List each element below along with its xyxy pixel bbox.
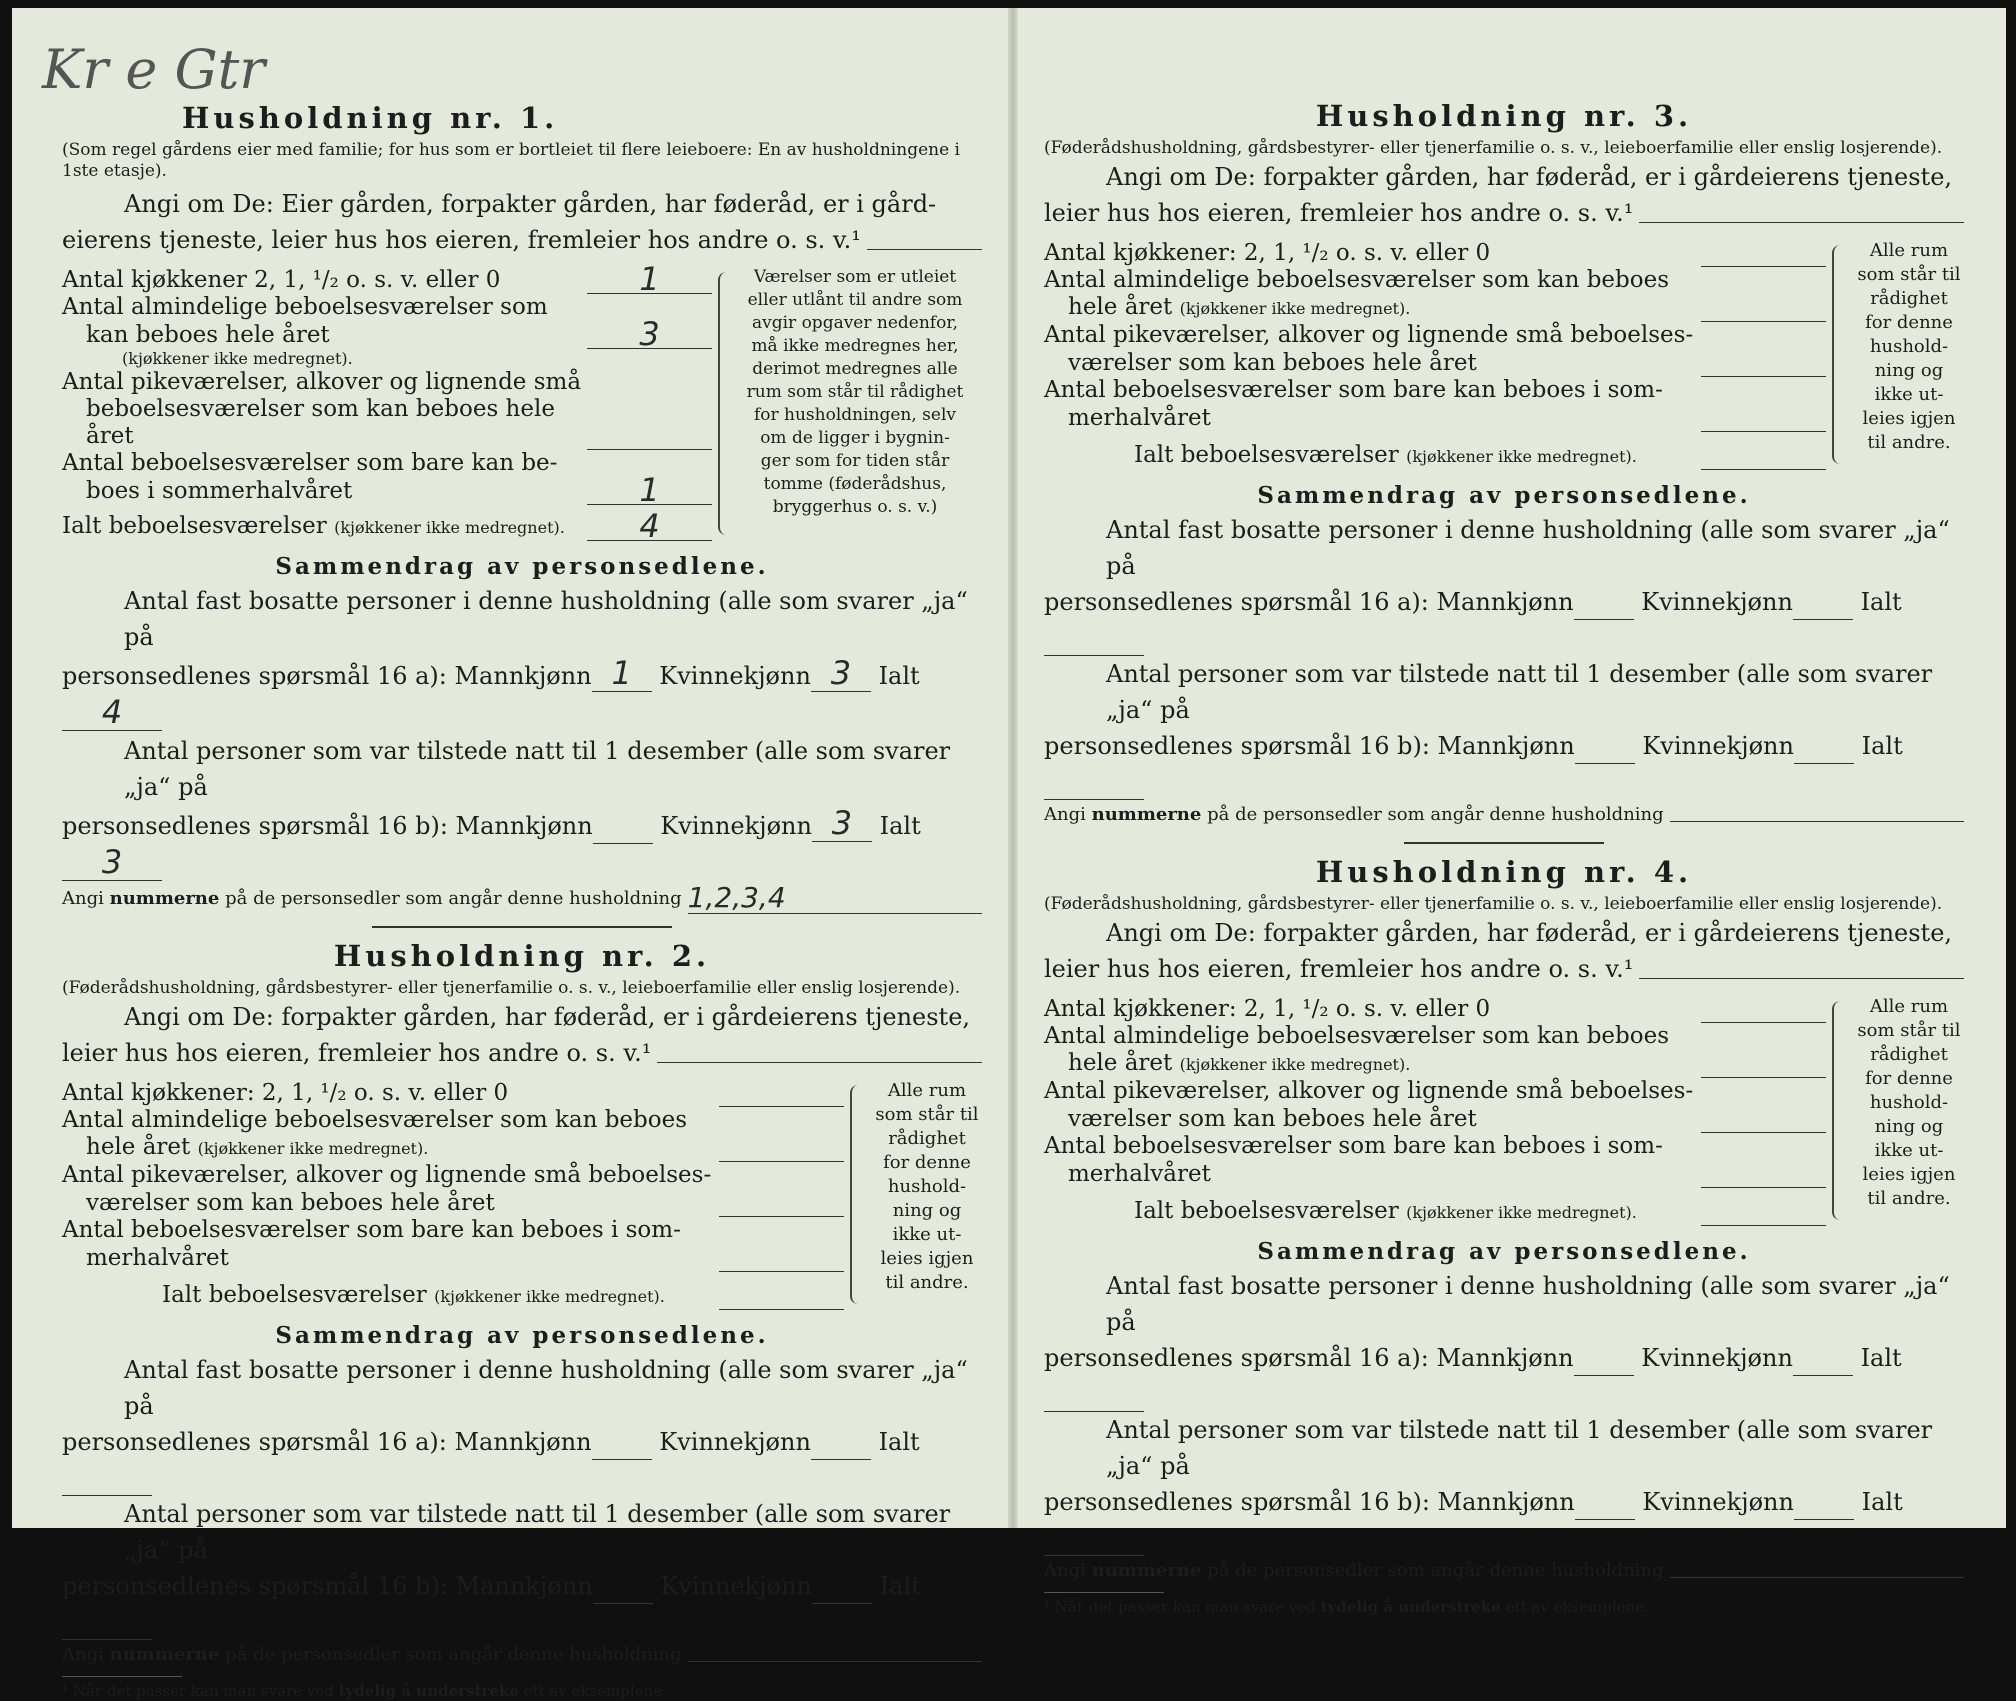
- h4-b-ialt-value: [1044, 1527, 1144, 1556]
- h1-side-0: Værelser som er utleiet: [753, 267, 957, 287]
- h2-sum-a-line2: [62, 1424, 982, 1496]
- h3-side-note: [1854, 239, 1964, 470]
- h4-nummer-line: [1044, 1556, 1964, 1586]
- h1-a-ialt-label: Ialt: [878, 662, 920, 690]
- h4-pike-value: [1701, 1105, 1826, 1133]
- household-2-angi-fill: [657, 1061, 982, 1063]
- h2-pike-label1: Antal pikeværelser, alkover og lignende små beboelses-: [62, 1162, 712, 1188]
- h2-a-ialt-label: Ialt: [878, 1428, 920, 1456]
- household-1-rooms: [62, 260, 982, 545]
- h4-sum-b-line1: Antal personer som var tilstede natt til 1 desember (alle som svarer „ja“ på: [1106, 1416, 1933, 1480]
- household-3-rooms: [1044, 239, 1964, 470]
- h3-pike-value: [1701, 349, 1826, 377]
- h2-a-kvinne-label: Kvinnekjønn: [659, 1428, 811, 1456]
- h2-alm-line2: [62, 1134, 844, 1162]
- h1-side-4: derimot medregnes alle: [752, 359, 958, 379]
- h1-b-kvinne-value: 3: [812, 805, 872, 842]
- household-3-rooms-list: [1044, 239, 1826, 470]
- h4-somm-line2: [1044, 1160, 1826, 1188]
- h2-summary-title: Sammendrag av personsedlene.: [275, 1322, 769, 1349]
- h3-side-7: leies igjen: [1862, 408, 1956, 429]
- h1-pike-line1: [62, 369, 712, 396]
- h1-alm-line2: [62, 315, 712, 353]
- h3-a-kvinne-label: Kvinnekjønn: [1641, 588, 1793, 616]
- h4-sum-a-line2: [1044, 1340, 1964, 1412]
- h3-side-5: ning og: [1874, 360, 1944, 381]
- h4-alm-value: [1701, 1050, 1826, 1078]
- household-3-note: (Føderådshusholdning, gårdsbestyrer- eller tjenerfamilie o. s. v., leieboerfamilie eller enslig losjerende).: [1044, 138, 1943, 158]
- h3-a-ialt-value: [1044, 627, 1144, 656]
- h1-ialt-label: [62, 513, 587, 541]
- h2-pike-line2: [62, 1189, 844, 1217]
- h1-ialt-line: [62, 507, 712, 545]
- h4-side-5: ning og: [1874, 1116, 1944, 1137]
- h3-ialt-text: Ialt beboelsesværelser: [1134, 442, 1399, 468]
- household-4-title: Husholdning nr. 4.: [1315, 855, 1693, 889]
- h1-separator: [372, 926, 672, 928]
- h4-pike-line2: [1044, 1105, 1826, 1133]
- h1-nummer-angi: Angi: [62, 888, 104, 909]
- h3-ialt-label: [1044, 442, 1701, 470]
- h4-a-ialt-value: [1044, 1383, 1144, 1412]
- h2-somm-label2: merhalvåret: [86, 1245, 229, 1271]
- h4-alm-label1: Antal almindelige beboelsesværelser som kan beboes: [1044, 1023, 1670, 1049]
- h1-pike-label1: Antal pikeværelser, alkover og lignende små: [62, 369, 582, 395]
- h4-pike-line1: [1044, 1078, 1826, 1105]
- h2-alm-label1: Antal almindelige beboelsesværelser som kan beboes: [62, 1107, 688, 1133]
- h1-side-7: om de ligger i bygnin-: [760, 428, 950, 448]
- h4-side-6: ikke ut-: [1874, 1140, 1944, 1161]
- h4-b-ialt-label: Ialt: [1861, 1488, 1903, 1516]
- h2-ialt-label: [62, 1282, 719, 1310]
- h2-nummer-label: [62, 1640, 682, 1670]
- h2-nummer-rest: på de personsedler som angår denne husholdning: [225, 1644, 682, 1665]
- h1-pike-label2: beboelsesværelser som kan beboes hele året: [86, 396, 555, 449]
- left-page: [62, 8, 982, 1700]
- h1-alm-label2: kan beboes hele året: [86, 322, 330, 348]
- corner-handwritten-note: Kr e Gtr: [42, 38, 266, 101]
- h3-b-ialt-label: Ialt: [1861, 732, 1903, 760]
- h2-sum-b-label: personsedlenes spørsmål 16 b):: [62, 1572, 448, 1600]
- h1-alm-line1: [62, 294, 712, 321]
- h4-b-mann-value: [1575, 1491, 1635, 1520]
- h3-pike-line1: [1044, 322, 1826, 349]
- h3-side-8: til andre.: [1867, 432, 1951, 453]
- h2-side-7: leies igjen: [880, 1248, 974, 1269]
- h1-side-5: rum som står til rådighet: [746, 382, 964, 402]
- h3-kjokken-line: [1044, 239, 1826, 267]
- h4-sum-a-line1: Antal fast bosatte personer i denne husholdning (alle som svarer „ja“ på: [1106, 1272, 1950, 1336]
- h3-alm-label2: [1044, 294, 1701, 322]
- h2-b-kvinne-label: Kvinnekjønn: [660, 1572, 812, 1600]
- h1-somm-line1: [62, 450, 712, 477]
- household-3-angi-fill: [1639, 221, 1964, 223]
- h3-pike-label2: værelser som kan beboes hele året: [1068, 350, 1477, 376]
- h3-sum-b-label: personsedlenes spørsmål 16 b):: [1044, 732, 1430, 760]
- household-1-angi-line2-text: eierens tjeneste, leier hus hos eieren, fremleier hos andre o. s. v.¹: [62, 226, 861, 254]
- household-4-note: (Føderådshusholdning, gårdsbestyrer- eller tjenerfamilie o. s. v., leieboerfamilie eller enslig losjerende).: [1044, 894, 1943, 914]
- household-3-angi-line2-text: leier hus hos eieren, fremleier hos andre o. s. v.¹: [1044, 199, 1634, 227]
- h3-nummer-label: [1044, 800, 1664, 830]
- household-2-angi-line2-text: leier hus hos eieren, fremleier hos andre o. s. v.¹: [62, 1039, 652, 1067]
- h3-brace: [1832, 245, 1848, 464]
- h3-alm-small: (kjøkkener ikke medregnet).: [1179, 299, 1411, 318]
- h2-a-kvinne-value: [811, 1431, 871, 1460]
- h2-somm-line2: [62, 1244, 844, 1272]
- h1-sum-a-line1: Antal fast bosatte personer i denne husholdning (alle som svarer „ja“ på: [124, 587, 968, 651]
- h4-alm-small: (kjøkkener ikke medregnet).: [1179, 1055, 1411, 1074]
- left-footnote-text1: Når det passer kan man svare ved: [72, 1682, 334, 1700]
- h2-somm-line1: [62, 1217, 844, 1244]
- h3-side-3: for denne: [1865, 312, 1953, 333]
- h1-ialt-small: (kjøkkener ikke medregnet).: [334, 518, 565, 537]
- h4-b-kvinne-label: Kvinnekjønn: [1642, 1488, 1794, 1516]
- h3-a-kvinne-value: [1793, 591, 1853, 620]
- h2-brace: [850, 1085, 866, 1304]
- household-1-angi-line1: Angi om De: Eier gården, forpakter gården, har føderåd, er i gård-: [124, 190, 937, 218]
- h2-side-6: ikke ut-: [892, 1224, 962, 1245]
- h4-nummer-angi: Angi: [1044, 1560, 1086, 1581]
- h3-pike-line2: [1044, 349, 1826, 377]
- h4-nummer-bold: nummerne: [1091, 1560, 1202, 1581]
- h2-a-ialt-value: [62, 1467, 152, 1496]
- h4-somm-line1: [1044, 1133, 1826, 1160]
- h4-alm-label2: [1044, 1050, 1701, 1078]
- h3-alm-value: [1701, 294, 1826, 322]
- h2-a-mann-label: Mannkjønn: [454, 1428, 592, 1456]
- h4-nummer-rest: på de personsedler som angår denne husholdning: [1207, 1560, 1664, 1581]
- h1-b-mann-value: [593, 813, 653, 844]
- h2-alm-label2-text: hele året: [86, 1134, 191, 1160]
- h3-nummer-bold: nummerne: [1091, 804, 1202, 825]
- h2-pike-line1: [62, 1162, 844, 1189]
- h3-alm-label1: Antal almindelige beboelsesværelser som kan beboes: [1044, 267, 1670, 293]
- h2-somm-label1: Antal beboelsesværelser som bare kan beboes i som-: [62, 1217, 681, 1243]
- household-2-rooms: [62, 1079, 982, 1310]
- h1-b-ialt-value: 3: [62, 844, 162, 881]
- right-page: [1044, 8, 1964, 1616]
- household-1-section: [62, 96, 982, 928]
- h4-somm-value: [1701, 1160, 1826, 1188]
- h2-b-ialt-label: Ialt: [879, 1572, 921, 1600]
- h2-b-mann-value: [593, 1575, 653, 1604]
- h1-kjokken-label: Antal kjøkkener 2, 1, ¹/₂ o. s. v. eller 0: [62, 267, 501, 293]
- h1-a-kvinne-value: 3: [811, 655, 871, 692]
- h1-side-note: [740, 266, 970, 541]
- h3-side-1: som står til: [1857, 264, 1961, 285]
- h2-kjokken-label: Antal kjøkkener: 2, 1, ¹/₂ o. s. v. eller 0: [62, 1080, 509, 1106]
- h4-ialt-label: [1044, 1198, 1701, 1226]
- h2-nummer-fill: [688, 1660, 982, 1662]
- h4-somm-label1: Antal beboelsesværelser som bare kan beboes i som-: [1044, 1133, 1663, 1159]
- h4-side-2: rådighet: [1870, 1044, 1948, 1065]
- right-footnote-bold: tydelig å understreke: [1320, 1598, 1501, 1616]
- h4-ialt-line: [1044, 1198, 1826, 1226]
- h4-alm-line2: [1044, 1050, 1826, 1078]
- household-1-angi-fill: [867, 248, 982, 250]
- household-2-rooms-list: [62, 1079, 844, 1310]
- left-footnote-num: ¹: [62, 1682, 69, 1700]
- h4-side-note: [1854, 995, 1964, 1226]
- h3-b-mann-label: Mannkjønn: [1437, 732, 1575, 760]
- h2-side-2: rådighet: [888, 1128, 966, 1149]
- h4-nummer-fill: [1670, 1576, 1964, 1578]
- h3-somm-value: [1701, 404, 1826, 432]
- h1-b-ialt-label: Ialt: [879, 812, 921, 840]
- h3-separator: [1404, 842, 1604, 844]
- h4-a-ialt-label: Ialt: [1860, 1344, 1902, 1372]
- household-4-section: [1044, 850, 1964, 1617]
- household-1-angi-line2: [62, 222, 982, 258]
- h3-side-0: Alle rum: [1869, 240, 1949, 261]
- h2-ialt-text: Ialt beboelsesværelser: [162, 1282, 427, 1308]
- h2-side-note: [872, 1079, 982, 1310]
- h1-b-kvinne-label: Kvinnekjønn: [660, 812, 812, 840]
- household-2-angi-line1: Angi om De: forpakter gården, har føderåd, er i gårdeierens tjeneste,: [124, 1003, 971, 1031]
- h1-alm-label1: Antal almindelige beboelsesværelser som: [62, 294, 548, 320]
- h1-side-9: tomme (føderådshus,: [763, 474, 947, 494]
- h3-a-mann-label: Mannkjønn: [1436, 588, 1574, 616]
- left-footnote-text3: ett av eksemplene.: [523, 1682, 667, 1700]
- h1-somm-label2: boes i sommerhalvåret: [86, 478, 353, 504]
- h3-a-ialt-label: Ialt: [1860, 588, 1902, 616]
- h1-side-8: ger som for tiden står: [760, 451, 950, 471]
- h1-nummer-bold: nummerne: [109, 888, 220, 909]
- h3-sum-a-line2: [1044, 584, 1964, 656]
- h3-sum-a-line1: Antal fast bosatte personer i denne husholdning (alle som svarer „ja“ på: [1106, 516, 1950, 580]
- h2-side-5: ning og: [892, 1200, 962, 1221]
- right-footnote-text1: Når det passer kan man svare ved: [1054, 1598, 1316, 1616]
- household-2-angi-line2: [62, 1035, 982, 1071]
- h2-side-4: hushold-: [887, 1176, 967, 1197]
- h4-side-0: Alle rum: [1869, 996, 1949, 1017]
- h2-ialt-line: [62, 1282, 844, 1310]
- h3-nummer-rest: på de personsedler som angår denne husholdning: [1207, 804, 1664, 825]
- h3-side-2: rådighet: [1870, 288, 1948, 309]
- h3-b-mann-value: [1575, 735, 1635, 764]
- h4-a-mann-label: Mannkjønn: [1436, 1344, 1574, 1372]
- household-1-rooms-list: [62, 260, 712, 545]
- h2-nummer-bold: nummerne: [109, 1644, 220, 1665]
- h4-ialt-small: (kjøkkener ikke medregnet).: [1406, 1203, 1637, 1222]
- h1-pike-line2: [62, 396, 712, 450]
- h4-side-1: som står til: [1857, 1020, 1961, 1041]
- h4-sum-b-line2: [1044, 1484, 1964, 1556]
- household-3-section: [1044, 94, 1964, 844]
- household-1-title: Husholdning nr. 1.: [182, 101, 559, 135]
- h2-b-kvinne-value: [812, 1575, 872, 1604]
- h3-sum-b-line2: [1044, 728, 1964, 800]
- h3-b-kvinne-label: Kvinnekjønn: [1642, 732, 1794, 760]
- h3-alm-label2-text: hele året: [1068, 294, 1173, 320]
- household-1-note: (Som regel gårdens eier med familie; for hus som er bortleiet til flere leieboere: En av husholdningene i 1ste etasje).: [62, 140, 960, 181]
- h2-somm-value: [719, 1244, 844, 1272]
- h3-kjokken-label: Antal kjøkkener: 2, 1, ¹/₂ o. s. v. eller 0: [1044, 240, 1491, 266]
- h3-nummer-fill: [1670, 820, 1964, 822]
- h3-sum-a-label: personsedlenes spørsmål 16 a):: [1044, 588, 1429, 616]
- h1-kjokken-value: 1: [587, 266, 712, 294]
- h3-a-mann-value: [1574, 591, 1634, 620]
- h4-a-kvinne-value: [1793, 1347, 1853, 1376]
- h4-pike-label2: værelser som kan beboes hele året: [1068, 1106, 1477, 1132]
- h4-alm-label2-text: hele året: [1068, 1050, 1173, 1076]
- h2-ialt-small: (kjøkkener ikke medregnet).: [434, 1287, 665, 1306]
- h1-side-3: må ikke medregnes her,: [751, 336, 959, 356]
- h2-sum-a-line1: Antal fast bosatte personer i denne husholdning (alle som svarer „ja“ på: [124, 1356, 968, 1420]
- h1-ialt-value: 4: [587, 513, 712, 541]
- h4-b-mann-label: Mannkjønn: [1437, 1488, 1575, 1516]
- h4-kjokken-value: [1701, 995, 1826, 1023]
- h3-ialt-value: [1701, 442, 1826, 470]
- h1-a-ialt-value: 4: [62, 694, 162, 731]
- page-fold: [1008, 8, 1018, 1528]
- h3-nummer-angi: Angi: [1044, 804, 1086, 825]
- h1-b-mann-label: Mannkjønn: [455, 812, 593, 840]
- h2-side-8: til andre.: [885, 1272, 969, 1293]
- h2-sum-b-line1: Antal personer som var tilstede natt til 1 desember (alle som svarer „ja“ på: [124, 1500, 951, 1564]
- h3-sum-b-line1: Antal personer som var tilstede natt til 1 desember (alle som svarer „ja“ på: [1106, 660, 1933, 724]
- h4-sum-a-label: personsedlenes spørsmål 16 a):: [1044, 1344, 1429, 1372]
- h2-pike-value: [719, 1189, 844, 1217]
- h4-a-kvinne-label: Kvinnekjønn: [1641, 1344, 1793, 1372]
- household-2-title: Husholdning nr. 2.: [333, 939, 711, 973]
- h2-kjokken-line: [62, 1079, 844, 1107]
- h3-ialt-line: [1044, 442, 1826, 470]
- h2-pike-label2: værelser som kan beboes hele året: [86, 1190, 495, 1216]
- h3-summary-title: Sammendrag av personsedlene.: [1257, 482, 1751, 509]
- h4-pike-label1: Antal pikeværelser, alkover og lignende små beboelses-: [1044, 1078, 1694, 1104]
- h4-ialt-value: [1701, 1198, 1826, 1226]
- h1-sum-a-line2: [62, 655, 982, 733]
- h1-side-2: avgir opgaver nedenfor,: [751, 313, 958, 333]
- h3-nummer-line: [1044, 800, 1964, 830]
- h1-somm-label1: Antal beboelsesværelser som bare kan be-: [62, 450, 558, 476]
- household-2-note: (Føderådshusholdning, gårdsbestyrer- eller tjenerfamilie o. s. v., leieboerfamilie eller enslig losjerende).: [62, 978, 961, 998]
- h3-alm-line2: [1044, 294, 1826, 322]
- right-footnote-text3: ett av eksemplene.: [1505, 1598, 1649, 1616]
- h4-side-4: hushold-: [1869, 1092, 1949, 1113]
- h4-sum-b-label: personsedlenes spørsmål 16 b):: [1044, 1488, 1430, 1516]
- h4-alm-line1: [1044, 1023, 1826, 1050]
- h1-alm-small: (kjøkkener ikke medregnet).: [122, 349, 353, 368]
- household-4-rooms-list: [1044, 995, 1826, 1226]
- h4-a-mann-value: [1574, 1347, 1634, 1376]
- h4-b-kvinne-value: [1794, 1491, 1854, 1520]
- right-footnote-num: ¹: [1044, 1598, 1051, 1616]
- h4-side-7: leies igjen: [1862, 1164, 1956, 1185]
- h2-sum-b-line2: [62, 1568, 982, 1640]
- h4-brace: [1832, 1001, 1848, 1220]
- h1-a-mann-label: Mannkjønn: [454, 662, 592, 690]
- h2-ialt-value: [719, 1282, 844, 1310]
- household-3-title: Husholdning nr. 3.: [1315, 99, 1693, 133]
- left-footnote: [62, 1676, 667, 1701]
- h1-side-1: eller utlånt til andre som: [747, 290, 963, 310]
- h2-alm-small: (kjøkkener ikke medregnet).: [197, 1139, 429, 1158]
- household-4-angi-line2: [1044, 951, 1964, 987]
- h4-summary-title: Sammendrag av personsedlene.: [1257, 1238, 1751, 1265]
- h2-side-1: som står til: [875, 1104, 979, 1125]
- h1-sum-b-label: personsedlenes spørsmål 16 b):: [62, 812, 448, 840]
- left-footnote-bold: tydelig å understreke: [338, 1682, 519, 1700]
- household-2-section: [62, 934, 982, 1701]
- h1-side-6: for husholdningen, selv: [753, 405, 957, 425]
- h3-alm-line1: [1044, 267, 1826, 294]
- h2-side-3: for denne: [883, 1152, 971, 1173]
- household-4-rooms: [1044, 995, 1964, 1226]
- h1-kjokken-line: [62, 260, 712, 298]
- h1-somm-value: 1: [587, 477, 712, 505]
- h4-side-8: til andre.: [1867, 1188, 1951, 1209]
- h3-side-6: ikke ut-: [1874, 384, 1944, 405]
- h1-nummer-line: [62, 883, 982, 914]
- h4-kjokken-line: [1044, 995, 1826, 1023]
- h2-alm-label2: [62, 1134, 719, 1162]
- h4-ialt-text: Ialt beboelsesværelser: [1134, 1198, 1399, 1224]
- h1-side-10: bryggerhus o. s. v.): [772, 497, 938, 517]
- h1-somm-line2: [62, 471, 712, 509]
- h3-somm-line2: [1044, 404, 1826, 432]
- h1-brace: [718, 272, 734, 535]
- household-3-angi-line2: [1044, 195, 1964, 231]
- h3-somm-label2: merhalvåret: [1068, 405, 1211, 431]
- h1-ialt-text: Ialt beboelsesværelser: [62, 513, 327, 539]
- h4-kjokken-label: Antal kjøkkener: 2, 1, ¹/₂ o. s. v. eller 0: [1044, 996, 1491, 1022]
- h3-side-4: hushold-: [1869, 336, 1949, 357]
- h3-somm-label1: Antal beboelsesværelser som bare kan beboes i som-: [1044, 377, 1663, 403]
- household-4-angi-line1: Angi om De: forpakter gården, har føderåd, er i gårdeierens tjeneste,: [1106, 919, 1953, 947]
- h1-nummer-rest: på de personsedler som angår denne husholdning: [225, 888, 682, 909]
- h1-sum-b-line2: [62, 805, 982, 883]
- h1-a-kvinne-label: Kvinnekjønn: [659, 662, 811, 690]
- h3-b-kvinne-value: [1794, 735, 1854, 764]
- household-4-angi-fill: [1639, 977, 1964, 979]
- h3-somm-line1: [1044, 377, 1826, 404]
- h2-alm-value: [719, 1134, 844, 1162]
- h1-alm-value: 3: [587, 321, 712, 349]
- h2-kjokken-value: [719, 1079, 844, 1107]
- h3-b-ialt-value: [1044, 771, 1144, 800]
- h2-sum-a-label: personsedlenes spørsmål 16 a):: [62, 1428, 447, 1456]
- h1-sum-a-label: personsedlenes spørsmål 16 a):: [62, 662, 447, 690]
- right-footnote: [1044, 1592, 1649, 1617]
- h1-pike-value: [587, 422, 712, 450]
- h2-nummer-line: [62, 1640, 982, 1670]
- h4-side-3: for denne: [1865, 1068, 1953, 1089]
- h1-sum-b-line1: Antal personer som var tilstede natt til 1 desember (alle som svarer „ja“ på: [124, 737, 951, 801]
- h1-summary-title: Sammendrag av personsedlene.: [275, 553, 769, 580]
- h1-a-mann-value: 1: [592, 655, 652, 692]
- h2-alm-line1: [62, 1107, 844, 1134]
- h2-a-mann-value: [592, 1431, 652, 1460]
- h3-pike-label1: Antal pikeværelser, alkover og lignende små beboelses-: [1044, 322, 1694, 348]
- census-form-sheet: [12, 8, 2006, 1700]
- h3-ialt-small: (kjøkkener ikke medregnet).: [1406, 447, 1637, 466]
- h2-side-0: Alle rum: [887, 1080, 967, 1101]
- household-3-angi-line1: Angi om De: forpakter gården, har føderåd, er i gårdeierens tjeneste,: [1106, 163, 1953, 191]
- h1-nummer-label: [62, 884, 682, 914]
- h3-kjokken-value: [1701, 239, 1826, 267]
- h4-nummer-label: [1044, 1556, 1664, 1586]
- h2-nummer-angi: Angi: [62, 1644, 104, 1665]
- household-4-angi-line2-text: leier hus hos eieren, fremleier hos andre o. s. v.¹: [1044, 955, 1634, 983]
- h2-b-mann-label: Mannkjønn: [455, 1572, 593, 1600]
- h4-somm-label2: merhalvåret: [1068, 1161, 1211, 1187]
- h1-nummer-value: 1,2,3,4: [688, 883, 982, 914]
- h2-b-ialt-value: [62, 1611, 152, 1640]
